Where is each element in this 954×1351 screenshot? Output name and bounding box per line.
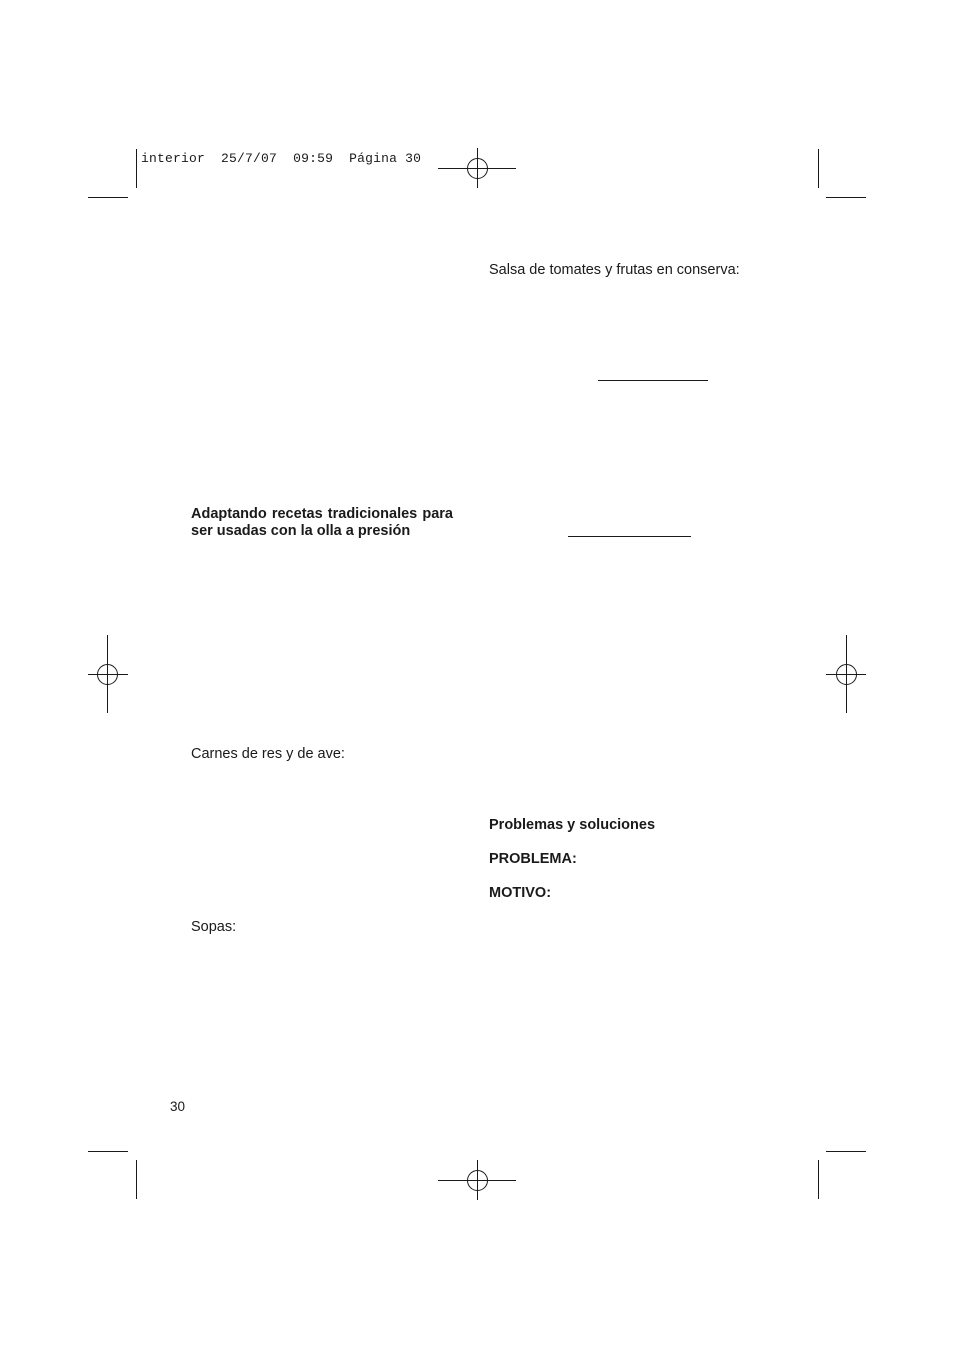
problems-heading: Problemas y soluciones (489, 817, 656, 833)
crop-mark-bottom-left-h (88, 1151, 128, 1152)
rule-line-1 (598, 380, 708, 381)
meats-label: Carnes de res y de ave: (191, 746, 345, 762)
registration-mark-top-icon (438, 148, 516, 188)
crop-mark-bottom-right-v (818, 1160, 819, 1199)
sauce-label: Salsa de tomates y frutas en conserva: (489, 262, 740, 278)
crop-mark-bottom-left-v (136, 1160, 137, 1199)
printer-slug (141, 151, 421, 166)
slug-file: interior (141, 151, 206, 166)
slug-date: 25/7/07 (221, 151, 278, 166)
crop-mark-top-left-h (88, 197, 128, 198)
registration-mark-left-icon (88, 635, 128, 713)
crop-mark-top-right-v (818, 149, 819, 188)
page-number: 30 (170, 1099, 186, 1114)
rule-line-2 (568, 536, 691, 537)
section-heading (191, 506, 453, 540)
reason-label: MOTIVO: (489, 885, 552, 901)
section-heading-line-1: Adaptando recetas tradicionales para (191, 506, 453, 522)
slug-time: 09:59 (293, 151, 334, 166)
section-heading-line-2: ser usadas con la olla a presión (191, 523, 411, 539)
crop-mark-bottom-right-h (826, 1151, 866, 1152)
crop-mark-top-right-h (826, 197, 866, 198)
problem-label: PROBLEMA: (489, 851, 577, 867)
slug-page: Página 30 (349, 151, 422, 166)
soups-label: Sopas: (191, 919, 237, 935)
registration-mark-right-icon (826, 635, 866, 713)
crop-mark-top-left-v (136, 149, 137, 188)
registration-mark-bottom-icon (438, 1160, 516, 1200)
